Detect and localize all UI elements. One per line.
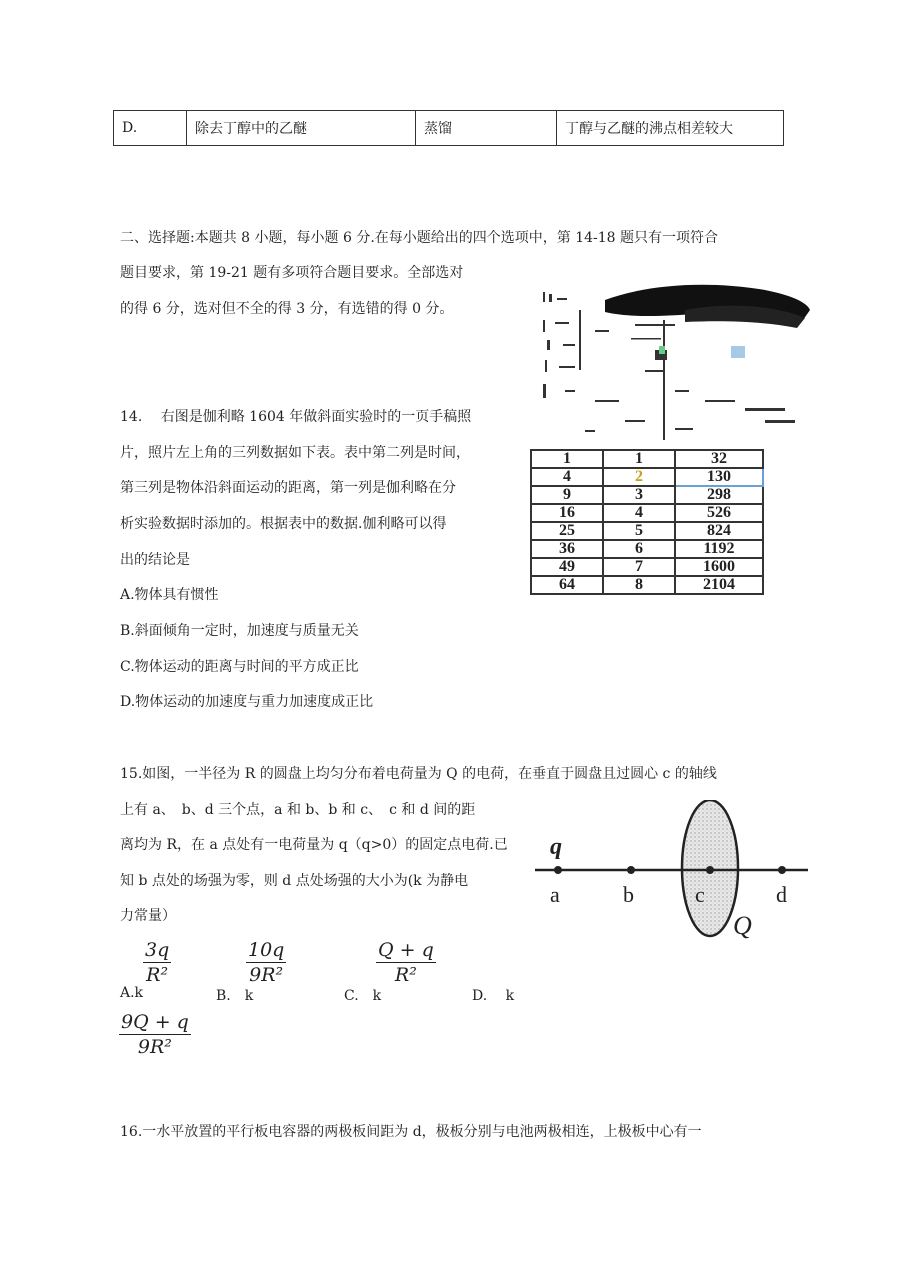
table-cell: 1600 [675, 558, 763, 576]
table-cell: D. [114, 111, 187, 146]
question-14-text: 片，照片左上角的三列数据如下表。表中第二列是时间， [120, 445, 470, 461]
table-row [114, 111, 784, 146]
table-cell: 36 [531, 540, 603, 558]
table-cell: 1192 [675, 540, 763, 558]
question-15-option-d: D. k [472, 988, 515, 1004]
table-cell: 824 [675, 522, 763, 540]
table-cell: 130 [675, 468, 763, 486]
section-text: 的得 6 分，选对但不全的得 3 分，有选错的得 0 分。 [120, 301, 454, 317]
table-cell: 2104 [675, 576, 763, 594]
table-row [531, 540, 763, 558]
question-14-option-a: A.物体具有惯性 [120, 587, 219, 603]
table-cell: 蒸馏 [416, 111, 557, 146]
table-cell: 16 [531, 504, 603, 522]
question-15-text: 15.如图，一半径为 R 的圆盘上均匀分布着电荷量为 Q 的电荷，在垂直于圆盘且过圆心 c 的轴线 [120, 766, 717, 782]
manuscript-photo [535, 280, 810, 442]
question-15-option-b: B. k [216, 988, 254, 1004]
table-row [531, 576, 763, 594]
label-b: b [623, 882, 634, 907]
table-row [531, 504, 763, 522]
question-14-text: 14. 右图是伽利略 1604 年做斜面实验时的一页手稿照 [120, 409, 472, 425]
question-15-text: 上有 a、 b、d 三个点，a 和 b、b 和 c、 c 和 d 间的距 [120, 802, 476, 818]
table-cell: 298 [675, 486, 763, 504]
question-14-text: 析实验数据时添加的。根据表中的数据.伽利略可以得 [120, 516, 447, 532]
label-d: d [776, 882, 787, 907]
table-row [531, 522, 763, 540]
table-cell: 7 [603, 558, 675, 576]
table-cell: 丁醇与乙醚的沸点相差较大 [557, 111, 784, 146]
table-cell: 4 [531, 468, 603, 486]
label-a: a [550, 882, 560, 907]
table-cell: 8 [603, 576, 675, 594]
charge-q-label: q [550, 834, 562, 860]
charge-Q-label: Q [733, 911, 752, 940]
table-cell: 6 [603, 540, 675, 558]
question-15-option-c: C. k [344, 988, 382, 1004]
option-d-fraction: 9Q + q 9R² [121, 1011, 189, 1058]
option-a-fraction: 3q R² [145, 939, 170, 986]
table-cell: 3 [603, 486, 675, 504]
galileo-data-table [530, 449, 764, 595]
question-15-text: 知 b 点处的场强为零，则 d 点处场强的大小为(k 为静电 [120, 873, 469, 889]
table-cell: 64 [531, 576, 603, 594]
table-cell: 49 [531, 558, 603, 576]
point-b [627, 866, 635, 874]
question-15-text: 力常量） [120, 908, 176, 924]
section-text: 题目要求，第 19-21 题有多项符合题目要求。全部选对 [120, 265, 464, 281]
top-table [113, 110, 784, 146]
question-16-text: 16.一水平放置的平行板电容器的两极板间距为 d，极板分别与电池两极相连，上极板中心有一 [120, 1124, 702, 1140]
option-b-fraction: 10q 9R² [248, 939, 285, 986]
point-c [706, 866, 714, 874]
table-row [531, 486, 763, 504]
label-c: c [695, 882, 705, 907]
question-15-option-a: A.k [120, 985, 144, 1001]
question-14-option-d: D.物体运动的加速度与重力加速度成正比 [120, 694, 374, 710]
table-cell: 9 [531, 486, 603, 504]
table-cell: 526 [675, 504, 763, 522]
table-cell: 2 [603, 468, 675, 486]
question-15-text: 离均为 R，在 a 点处有一电荷量为 q（q>0）的固定点电荷.已 [120, 837, 508, 853]
question-14-text: 出的结论是 [120, 552, 190, 568]
table-row [531, 450, 763, 468]
question-14-option-b: B.斜面倾角一定时，加速度与质量无关 [120, 623, 359, 639]
table-cell: 25 [531, 522, 603, 540]
table-row [531, 558, 763, 576]
table-cell: 1 [603, 450, 675, 468]
question-14-text: 第三列是物体沿斜面运动的距离，第一列是伽利略在分 [120, 480, 456, 496]
table-cell: 32 [675, 450, 763, 468]
question-14-option-c: C.物体运动的距离与时间的平方成正比 [120, 659, 359, 675]
table-cell: 5 [603, 522, 675, 540]
point-a [554, 866, 562, 874]
table-cell: 4 [603, 504, 675, 522]
option-c-fraction: Q + q R² [378, 939, 434, 986]
charged-disk-diagram [530, 800, 815, 950]
table-cell: 除去丁醇中的乙醚 [187, 111, 416, 146]
table-cell: 1 [531, 450, 603, 468]
section-heading: 二、选择题:本题共 8 小题，每小题 6 分.在每小题给出的四个选项中，第 14-18 题只有一项符合 [120, 230, 719, 246]
table-row [531, 468, 763, 486]
point-d [778, 866, 786, 874]
